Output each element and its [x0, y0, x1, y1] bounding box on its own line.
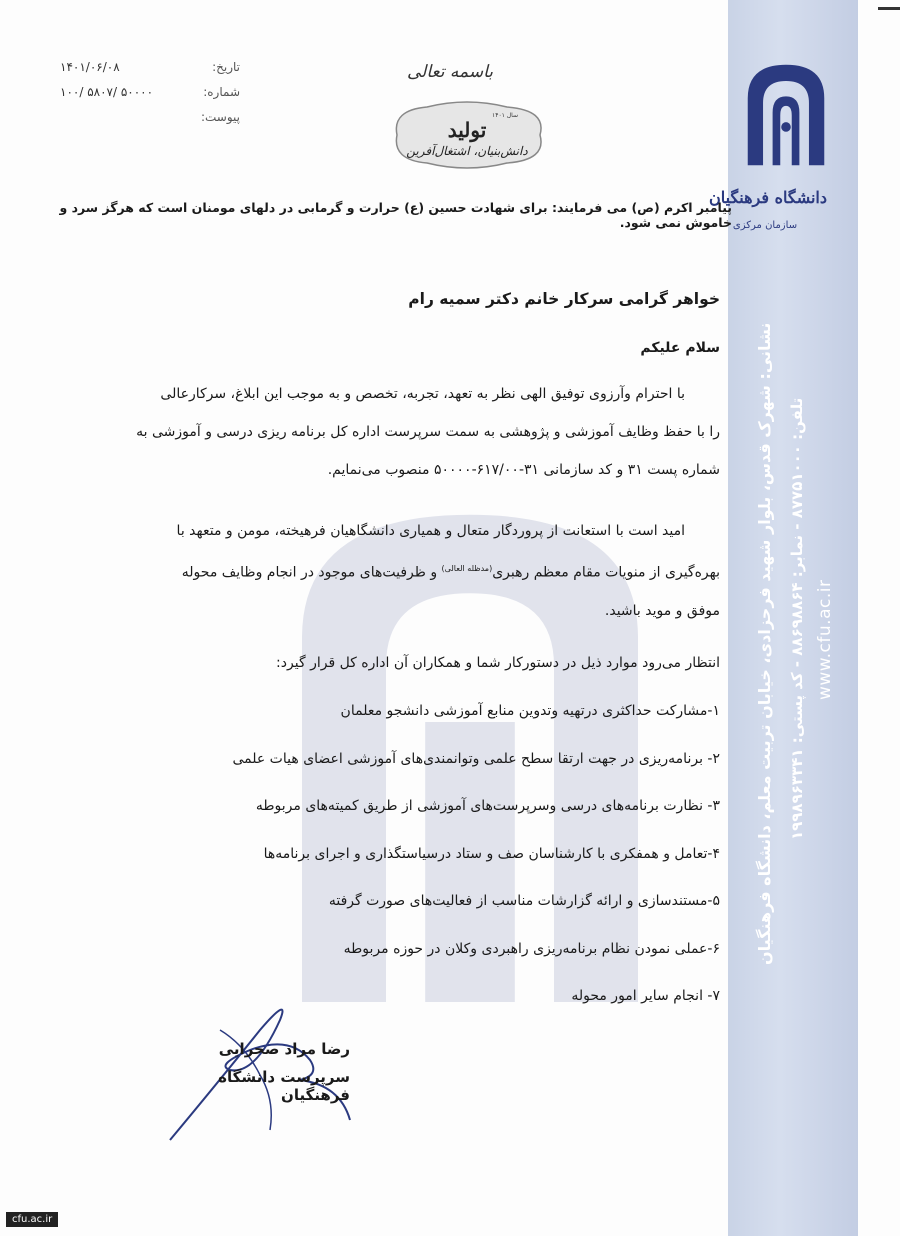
logo-name: دانشگاه فرهنگیان [709, 188, 827, 207]
para1-line: شماره پست ۳۱ و کد سازمانی ۳۱-۶۱۷/۰۰-۵۰۰۰۰ منصوب می‌نمایم. [327, 462, 720, 478]
signatory-name: رضا مراد صحرایی [218, 1040, 350, 1058]
number-label: شماره: [203, 85, 240, 99]
bismillah: باسمه تعالی [407, 62, 493, 82]
duties-intro: انتظار می‌رود موارد ذیل در دستورکار شما و همکاران آن اداره کل قرار گیرد: [276, 655, 720, 671]
wishes-paragraph [95, 512, 720, 630]
duties-list [95, 703, 720, 1036]
letter-meta [60, 60, 240, 135]
list-item: ۴-تعامل و همفکری با کارشناسان صف و ستاد درسیاستگذاری و اجرای برنامه‌ها [263, 845, 720, 862]
sidebar-website[interactable]: www.cfu.ac.ir [815, 579, 835, 700]
sidebar-address: نشانی: شهرک قدس، بلوار شهید فرحزادی، خیابان تربیت معلم، دانشگاه فرهنگیان [755, 322, 774, 965]
list-item: ۷- انجام سایر امور محوله [571, 988, 720, 1004]
stamp-year: سال ۱۴۰۱ [492, 112, 519, 119]
para2-line: بهره‌گیری از منویات مقام معظم رهبری$^{(مدظله العالی)}$ و ظرفیت‌های موجود در انجام وظایف محوله [181, 564, 720, 581]
stamp-main: تولید [447, 118, 487, 142]
corner-mark [878, 7, 900, 10]
date-row [60, 60, 240, 85]
list-item: ۳- نظارت برنامه‌های درسی وسرپرست‌های آموزشی از طریق کمیته‌های مربوطه [255, 798, 720, 814]
honorific: (مدظله العالی) [441, 564, 493, 573]
university-logo-icon [738, 60, 834, 170]
para2-line: موفق و موید باشید. [604, 602, 720, 619]
list-item: ۱-مشارکت حداکثری درتهیه وتدوین منابع آموزشی دانشجو معلمان [340, 703, 720, 719]
number-value: ۵۰۰۰۰ /۵۸۰۷ /۱۰۰ [60, 85, 154, 99]
logo-subtitle: سازمان مرکزی [732, 220, 798, 231]
stamp-subtitle: دانش‌بنیان، اشتغال‌آفرین [406, 144, 528, 158]
date-value: ۱۴۰۱/۰۶/۰۸ [60, 60, 120, 74]
list-item: ۶-عملی نمودن نظام برنامه‌ریزی راهبردی وکلان در حوزه مربوطه [343, 940, 720, 957]
para1-line: با احترام وآرزوی توفیق الهی نظر به تعهد، تجربه، تخصص و به موجب این ابلاغ، سرکارعالی [160, 386, 685, 402]
appointment-paragraph [95, 375, 720, 489]
footer-site-badge[interactable]: cfu.ac.ir [6, 1212, 58, 1227]
number-row [60, 85, 240, 110]
signatory-title: سرپرست دانشگاه فرهنگیان [218, 1068, 350, 1104]
recipient-salutation: خواهر گرامی سرکار خانم دکتر سمیه رام [408, 290, 720, 308]
greeting: سلام علیکم [640, 340, 720, 356]
para2-line: امید است با استعانت از پروردگار متعال و همیاری دانشگاهیان فرهیخته، مومن و متعهد با [176, 523, 685, 539]
list-item: ۵-مستندسازی و ارائه گزارشات مناسب از فعالیت‌های صورت گرفته [328, 893, 720, 909]
attachment-label: پیوست: [200, 110, 240, 124]
list-item: ۲- برنامه‌ریزی در جهت ارتقا سطح علمی وتوانمندی‌های آموزشی اعضای هیات علمی [232, 750, 720, 767]
hadith-line: پیامبر اکرم (ص) می فرمایند: برای شهادت حسین (ع) حرارت و گرمابی در دلهای مومنان است که هرگز سرد و خاموش نمی شود. [59, 200, 732, 230]
sidebar-phone: تلفن: ۸۷۷۵۱۰۰۰ - نمابر: ۸۸۶۹۸۸۶۴ - کد پستی: ۱۹۹۸۹۶۳۳۴۱ [788, 397, 806, 840]
date-label: تاریخ: [212, 60, 240, 74]
attachment-row [60, 110, 240, 135]
year-slogan-stamp [382, 95, 552, 175]
signature-block [150, 1040, 350, 1114]
para1-line: را با حفظ وظایف آموزشی و پژوهشی به سمت سرپرست اداره کل برنامه ریزی درسی و آموزشی به [136, 424, 720, 440]
